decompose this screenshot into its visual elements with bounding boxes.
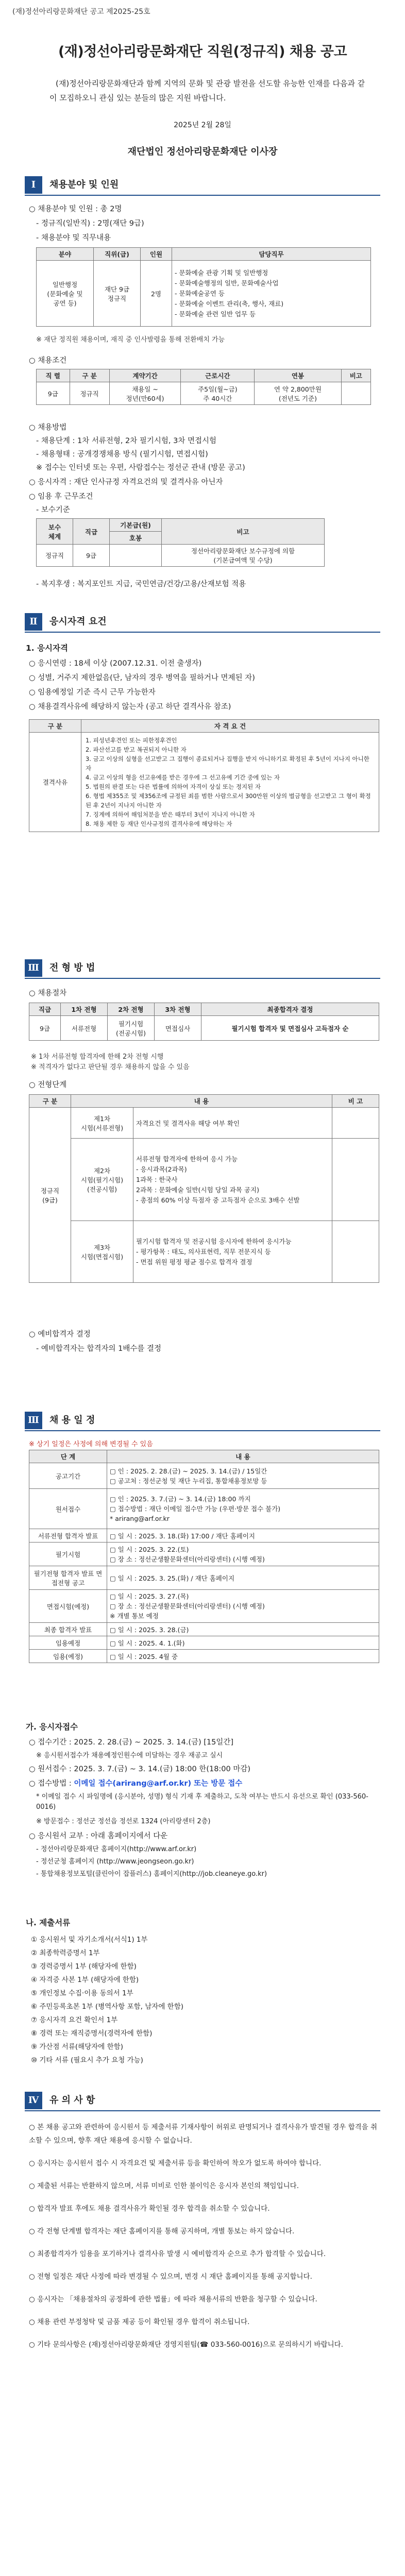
list-item: ⑥ 주민등록초본 1부 (병역사항 포함, 남자에 한함): [31, 2003, 184, 2011]
gender-requirement: ○ 성별, 거주지 제한없음(단, 남자의 경우 병역을 필하거나 면제된 자): [29, 674, 255, 682]
list-item: 3. 금고 이상의 실형을 선고받고 그 집행이 종료되거나 집행을 받지 아니하기로 확정된 후 5년이 지나지 아니한 자: [86, 755, 369, 772]
procedure-label: ○ 채용절차: [29, 989, 67, 997]
conditions-label: ○ 채용조건: [29, 357, 67, 365]
stages-label: ○ 전형단계: [29, 1081, 67, 1089]
stages-table: 구 분 내 용 비 고 정규직 (9급) 제1차 시험(서류전형) 자격요건 및 결격사유 해당 여부 확인 제2차 시험(필기시험) (전공시험) 서류전형 합격자에 한하여 응시 가능 - 응시과목(2과목) 1과목 : 한국사 2과목 : 문화예술 일반(시험 당일 과목 공지) - 총점의 60% 이상 득점자 중 고득점자 순으로 3배수 선발 제3차 시험(면접시험) 필기시험 합격자 및 전공시험 응시자에 한하여 응시가능 - 평가항목 : 태도, 의사표현력, 직무 전문지식 등 - 면접 위원 평정 평균 점수로 합격자 결정: [29, 1094, 379, 1283]
reserve-rule: - 예비합격자는 합격자의 1배수를 결정: [36, 1345, 161, 1353]
form-download-label: ○ 응시원서 교부 : 아래 홈페이지에서 다운: [29, 1832, 168, 1840]
list-item: 7. 징계에 의하여 해임처분을 받은 때부터 3년이 지나지 아니한 자: [86, 811, 255, 818]
visit-note: ※ 방문접수 : 정선군 정선읍 정선로 1324 (아리랑센터 2층): [36, 1818, 211, 1825]
list-item: 1. 피성년후견인 또는 피한정후견인: [86, 737, 177, 744]
list-item: ○ 제출된 서류는 반환하지 않으며, 서류 미비로 인한 불이익은 응시자 본인의 책임입니다.: [29, 2182, 299, 2190]
disqualification-requirement: ○ 채용결격사유에 해당하지 않는자 (공고 하단 결격사유 참조): [29, 703, 231, 711]
section-header-qualifications: Ⅱ 응시자격 요건: [25, 613, 380, 631]
list-item: 4. 금고 이상의 형을 선고유예를 받은 경우에 그 선고유예 기간 중에 있는 자: [86, 774, 280, 781]
documents-list: [31, 1933, 183, 2067]
method-stages: - 채용단계 : 1차 서류전형, 2차 필기시험, 3차 면접시험: [36, 437, 217, 445]
receipt-method-label: ○ 접수방법 :: [29, 1780, 74, 1788]
schedule-table: 단 계 내 용 공고기간 ▢ 인 : 2025. 2. 28.(금) ~ 2025. 3. 14.(금) / 15일간 ▢ 공고처 : 정선군청 및 재단 누리집, 통합채용정보망 등 원서접수 ▢ 인 : 2025. 3. 7.(금) ~ 3. 14.(금) 18:00 까지 ▢ 접수방법 : 재단 이메일 접수만 가능 (우편·방문 접수 불가) * arirang@arf.or.kr 서류전형 합격자 발표 ▢ 일 시 : 2025. 3. 18.(화) 17:00 / 재단 홈페이지 필기시험 ▢ 일 시 : 2025. 3. 22.(토) ▢ 장 소 : 정선군생활문화센터(아리랑센터) (시행 예정) 필기전형 합격자 발표 면접전형 공고 ▢ 일 시 : 2025. 3. 25.(화) / 재단 홈페이지 면접시험(예정) ▢ 일 시 : 2025. 3. 27.(목) ▢ 장 소 : 정선군생활문화센터(아리랑센터) (시행 예정) ※ 개별 통보 예정 최종 합격자 발표 ▢ 일 시 : 2025. 3. 28.(금) 임용예정 ▢ 일 시 : 2025. 4. 1.(화) 임용(예정) ▢ 일 시 : 2025. 4월 중: [29, 1450, 379, 1663]
receipt-period: ○ 원서접수 : 2025. 3. 7.(금) ~ 3. 14.(금) 18:00 한(18:00 마감): [29, 1765, 251, 1773]
duties-table: 분야 직위(급) 인원 담당직무 일반행정 (문화예술 및 공연 등) 재단 9급 정규직 2명 - 문화예술 관광 기획 및 일반행정 - 문화예술행정의 일반, 문화예술사업 - 문화예술공연 등 - 문화예술 이벤트 관리(축, 행사, 재료) - 문화예술 관련 일반 업무 등: [36, 247, 371, 327]
position-type: - 정규직(일반직) : 2명(재단 9급): [36, 219, 144, 228]
schedule-change-note: ※ 상기 일정은 사정에 의해 변경될 수 있음: [29, 1440, 153, 1448]
section-header-notes: Ⅳ 유 의 사 항: [25, 2092, 380, 2109]
reserve-label: ○ 예비합격자 결정: [29, 1330, 91, 1338]
salary-label: - 보수기준: [36, 506, 70, 514]
method-note: ※ 접수는 인터넷 또는 우편, 사람접수는 정선군 관내 (방문 공고): [36, 464, 245, 472]
list-item: ○ 합격자 발표 후에도 채용 결격사유가 확인될 경우 합격을 취소할 수 있습니다.: [29, 2205, 270, 2213]
availability-requirement: ○ 임용예정일 기준 즉시 근무 가능한자: [29, 688, 156, 697]
notice-date: 2025년 2월 28일: [174, 121, 231, 129]
list-item: 5. 법원의 판결 또는 다른 법률에 의하여 자격이 상실 또는 정지된 자: [86, 783, 261, 790]
issuer-name: 재단법인 정선아리랑문화재단 이사장: [127, 146, 278, 157]
list-item: ○ 최종합격자가 임용을 포기하거나 결격사유 발생 시 예비합격자 순으로 추가 합격할 수 있습니다.: [29, 2250, 326, 2258]
application-subtitle: 가. 응시자접수: [26, 1722, 78, 1732]
list-item: 8. 채용 제한 등 재단 인사규정의 결격사유에 해당하는 자: [86, 820, 232, 827]
list-item: ⑦ 응시자격 요건 확인서 1부: [31, 2016, 118, 2024]
list-item: ① 응시원서 및 자기소개서(서식1) 1부: [31, 1936, 148, 1944]
procedure-note-1: ※ 1차 서류전형 합격자에 한해 2차 전형 시행: [31, 1053, 164, 1061]
list-item: ⑧ 경력 또는 재직증명서(경력자에 한함): [31, 2029, 153, 2038]
list-item: ⑩ 기타 서류 (필요시 추가 요청 가능): [31, 2056, 143, 2064]
qualifications-subtitle: 1. 응시자격: [26, 643, 68, 653]
reannounce-note: ※ 응시원서접수가 채용예정인원수에 미달하는 경우 재공고 실시: [36, 1752, 223, 1759]
application-period: ○ 접수기간 : 2025. 2. 28.(금) ~ 2025. 3. 14.(금) [15일간]: [29, 1738, 234, 1747]
duties-label: - 채용분야 및 직무내용: [36, 234, 111, 242]
list-item: ○ 응시자는 응시원서 접수 시 자격요건 및 제출서류 등을 확인하여 착오가 없도록 하여야 합니다.: [29, 2159, 322, 2167]
procedure-table: 직급 1차 전형 2차 전형 3차 전형 최종합격자 결정 9급 서류전형 필기시험 (전공시험) 면접심사 필기시험 합격자 및 면접심사 고득점자 순: [29, 1003, 379, 1041]
salary-table: 보수 체계 직급 기본급(원) 비고 호봉 정규직 9급 정선아리랑문화재단 보수규정에 의함 (기본급여액 및 수당): [36, 518, 325, 567]
list-item: ○ 각 전형 단계별 합격자는 재단 홈페이지를 통해 공지하며, 개별 통보는 하지 않습니다.: [29, 2227, 295, 2235]
list-item: 6. 형법 제355조 및 제356조에 규정된 죄를 범한 사람으로서 300만원 이상의 벌금형을 선고받고 그 형이 확정된 후 2년이 지나지 아니한 자: [86, 792, 371, 809]
transfer-note: ※ 재단 정직원 채용이며, 재직 중 인사발령을 통해 전환배치 가능: [36, 336, 225, 344]
list-item: ○ 채용 관련 부정청탁 및 금품 제공 등이 확인될 경우 합격이 취소됩니다.: [29, 2318, 250, 2326]
procedure-note-2: ※ 적격자가 없다고 판단될 경우 채용하지 않을 수 있음: [31, 1063, 190, 1071]
duties-cell: - 문화예술 관광 기획 및 일반행정 - 문화예술행정의 일반, 문화예술사업 - 문화예술공연 등 - 문화예술 이벤트 관리(축, 행사, 재료) - 문화예술 관련 일반 업무 등: [172, 261, 371, 327]
field-cell: 일반행정 (문화예술 및 공연 등): [37, 261, 94, 327]
age-requirement: ○ 응시연령 : 18세 이상 (2007.12.31. 이전 출생자): [29, 659, 202, 668]
list-item: ⑤ 개인정보 수집·이용 동의서 1부: [31, 1989, 133, 1997]
download-link-portal[interactable]: - 통합채용정보포털(클린아이 잡플러스) 홈페이지(http://job.cleaneye.go.kr): [36, 1870, 267, 1878]
method-label: ○ 채용방법: [29, 423, 67, 432]
list-item: ○ 본 채용 공고와 관련하여 응시원서 등 제출서류 기재사항이 허위로 판명되거나 결격사유가 발견될 경우 합격을 취소할 수 있으며, 향후 재단 채용에 응시할 수 없습니다.: [29, 2123, 378, 2145]
list-item: ○ 응시자는 「채용절차의 공정화에 관한 법률」에 따라 채용서류의 반환을 청구할 수 있습니다.: [29, 2295, 317, 2303]
count-cell: 2명: [141, 261, 172, 327]
notes-list: [29, 2121, 379, 2361]
total-positions: ○ 채용분야 및 인원 : 총 2명: [29, 205, 122, 213]
email-note: * 이메일 접수 시 파일명에 (응시분야, 성명) 형식 기재 후 제출하고, 도착 여부는 반드시 유선으로 확인 (033-560-0016): [36, 1793, 368, 1811]
page-title: (재)정선아리랑문화재단 직원(정규직) 채용 공고: [58, 44, 347, 60]
work-conditions-label: ○ 임용 후 근무조건: [29, 493, 93, 501]
disqualification-table: 구 분 자 격 요 건 결격사유 1. 피성년후견인 또는 피한정후견인 2. 파산선고를 받고 복권되지 아니한 자 3. 금고 이상의 실형을 선고받고 그 집행이 종료되거나 집행을 받지 아니하기로 확정된 후 5년이 지나지 아니한 자 4. 금고 이상의 형을 선고유예를 받은 경우에 그 선고유예 기간 중에 있는 자 5. 법원의 판결 또는 다른 법률에 의하여 자격이 상실 또는 정지된 자 6. 형법 제355조 및 제356조에 규정된 죄를 범한 사람으로서 300만원 이상의 벌금형을 선고받고 그 형이 확정된 후 2년이 지나지 아니한 자 7. 징계에 의하여 해임처분을 받은 때부터 3년이 지나지 아니한 자 8. 채용 제한 등 재단 인사규정의 결격사유에 해당하는 자: [29, 719, 379, 832]
list-item: ② 최종학력증명서 1부: [31, 1949, 100, 1957]
list-item: ○ 전형 일정은 재단 사정에 따라 변경될 수 있으며, 변경 시 재단 홈페이지를 통해 공지합니다.: [29, 2273, 312, 2281]
download-link-county[interactable]: - 정선군청 홈페이지 (http://www.jeongseon.go.kr): [36, 1858, 194, 1866]
eligibility-line: ○ 응시자격 : 재단 인사규정 자격요건의 및 결격사유 아닌자: [29, 478, 223, 486]
welfare-line: - 복지후생 : 복지포인트 지급, 국민연금/건강/고용/산재보험 적용: [36, 580, 246, 588]
list-item: ⑨ 가산점 서류(해당자에 한함): [31, 2043, 123, 2051]
list-item: ③ 경력증명서 1부 (해당자에 한함): [31, 1962, 137, 1971]
section-header-recruitment: Ⅰ 채용분야 및 인원: [25, 176, 380, 194]
list-item: 2. 파산선고를 받고 복권되지 아니한 자: [86, 746, 187, 753]
method-type: - 채용형태 : 공개경쟁채용 방식 (필기시험, 면접시험): [36, 450, 208, 459]
list-item: ○ 기타 문의사항은 (재)정선아리랑문화재단 경영지원팀(☎ 033-560-0016)으로 문의하시기 바랍니다.: [29, 2341, 343, 2349]
section-header-schedule: Ⅲ 채 용 일 정: [25, 1412, 380, 1429]
receipt-method: 이메일 접수(arirang@arf.or.kr) 또는 방문 접수: [74, 1780, 243, 1788]
section-header-selection: Ⅲ 전 형 방 법: [25, 959, 380, 977]
conditions-table: 직 렬 구 분 계약기간 근로시간 연봉 비고 9급 정규직 채용일 ~ 정년(만60세) 주5일(월~금) 주 40시간 연 약 2,800만원 (전년도 기준): [36, 369, 371, 405]
intro-paragraph: (재)정선아리랑문화재단과 함께 지역의 문화 및 관광 발전을 선도할 유능한 인재를 다음과 같이 모집하오니 관심 있는 분들의 많은 지원 바랍니다.: [49, 79, 365, 103]
document-number: (재)정선아리랑문화재단 공고 제2025-25호: [12, 8, 150, 16]
list-item: ④ 자격증 사본 1부 (해당자에 한함): [31, 1976, 139, 1984]
rank-cell: 재단 9급 정규직: [94, 261, 141, 327]
documents-subtitle: 나. 제출서류: [26, 1918, 71, 1927]
download-link-foundation[interactable]: - 정선아리랑문화재단 홈페이지(http://www.arf.or.kr): [36, 1845, 197, 1853]
